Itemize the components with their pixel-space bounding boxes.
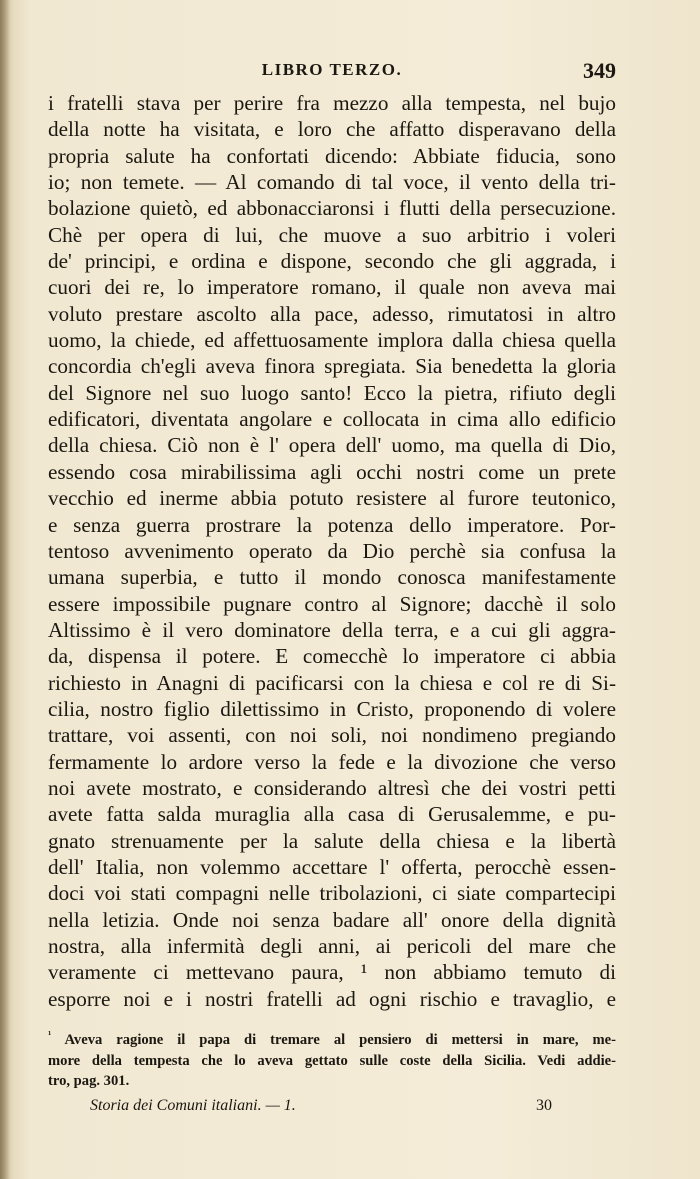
running-head: LIBRO TERZO. (261, 60, 403, 79)
text-line: cilia, nostro figlio dilettissimo in Cristo, proponendo di volere (48, 696, 616, 721)
text-line: avete fatta salda muraglia alla casa di Gerusalemme, e pu- (48, 802, 616, 827)
text-line: esporre noi e i nostri fratelli ad ogni rischio e travaglio, e (48, 986, 616, 1011)
text-line: voluto prestare ascolto alla pace, adesso, rimutatosi in altro (48, 301, 616, 326)
text-line: cuori dei re, lo imperatore romano, il quale non aveva mai (48, 275, 616, 300)
footnote-line (48, 1030, 616, 1051)
text-line: trattare, voi assenti, con noi soli, noi nondimeno pregiando (48, 723, 616, 748)
text-line: e senza guerra prostrare la potenza dello imperatore. Por- (48, 512, 616, 537)
text-line: da, dispensa il potere. E comecchè lo imperatore ci abbia (48, 644, 616, 669)
footnote-text: Aveva ragione il papa di tremare al pensiero di mettersi in mare, me- (64, 1032, 616, 1048)
text-line: propria salute ha confortati dicendo: Abbiate fiducia, sono (48, 143, 616, 168)
text-line: bolazione quietò, ed abbonacciaronsi i flutti della persecuzione. (48, 196, 616, 221)
footnote-line: tro, pag. 301. (48, 1073, 130, 1089)
text-line: Altissimo è il vero dominatore della terra, e a cui gli aggra- (48, 617, 616, 642)
text-line: Chè per opera di lui, che muove a suo arbitrio i voleri (48, 222, 616, 247)
text-line: uomo, la chiede, ed affettuosamente implora dalla chiesa quella (48, 328, 616, 353)
text-line: del Signore nel suo luogo santo! Ecco la pietra, rifiuto degli (48, 380, 616, 405)
signature-title: Storia dei Comuni italiani. — 1. (90, 1097, 296, 1114)
body-text (48, 90, 616, 1012)
text-line: fermamente lo ardore verso la fede e la divozione che verso (48, 749, 616, 774)
text-line: essere impossibile pugnare contro al Signore; dacchè il solo (48, 591, 616, 616)
text-line: i fratelli stava per perire fra mezzo alla tempesta, nel bujo (48, 91, 616, 115)
text-line: veramente ci mettevano paura, ¹ non abbiamo temuto di (48, 960, 616, 985)
text-line: nostra, alla infermità degli anni, ai pericoli del mare che (48, 934, 616, 958)
page-footer (48, 1097, 616, 1121)
text-line: nella letizia. Onde noi senza badare all' onore della dignità (48, 907, 616, 932)
text-line: de' principi, e ordina e dispone, secondo che gli aggrada, i (48, 249, 616, 274)
signature-mark: 30 (536, 1097, 552, 1114)
text-line: umana superbia, e tutto il mondo conosca manifestamente (48, 565, 616, 590)
text-line: della chiesa. Ciò non è l' opera dell' uomo, ma quella di Dio, (48, 433, 616, 458)
binding-shadow (0, 0, 10, 1179)
page-number: 349 (583, 58, 616, 83)
text-line: noi avete mostrato, e considerando altresì che dei vostri petti (48, 775, 616, 800)
page-header (48, 58, 616, 84)
text-line: vecchio ed inerme abbia potuto resistere al furore teutonico, (48, 486, 616, 511)
text-line: doci voi stati compagni nelle tribolazioni, ci siate compartecipi (48, 881, 616, 906)
text-line: richiesto in Anagni di pacificarsi con la chiesa e col re di Si- (48, 670, 616, 695)
footnote (48, 1030, 616, 1092)
text-line: edificatori, diventata angolare e collocata in cima allo edificio (48, 407, 616, 432)
text-line: della notte ha visitata, e loro che affatto disperavano della (48, 117, 616, 142)
text-line: dell' Italia, non volemmo accettare l' offerta, perocchè essen- (48, 854, 616, 879)
footnote-line: more della tempesta che lo aveva gettato sulle coste della Sicilia. Vedi addie- (48, 1052, 616, 1069)
text-line: essendo cosa mirabilissima agli occhi nostri come un prete (48, 459, 616, 484)
footnote-marker: ¹ (48, 1030, 52, 1042)
text-line: gnato strenuamente per la salute della chiesa e la libertà (48, 828, 616, 853)
text-line: tentoso avvenimento operato da Dio perchè sia confusa la (48, 538, 616, 563)
text-line: io; non temete. — Al comando di tal voce, il vento della tri- (48, 170, 616, 195)
text-line: concordia ch'egli aveva finora spregiata. Sia benedetta la gloria (48, 354, 616, 379)
